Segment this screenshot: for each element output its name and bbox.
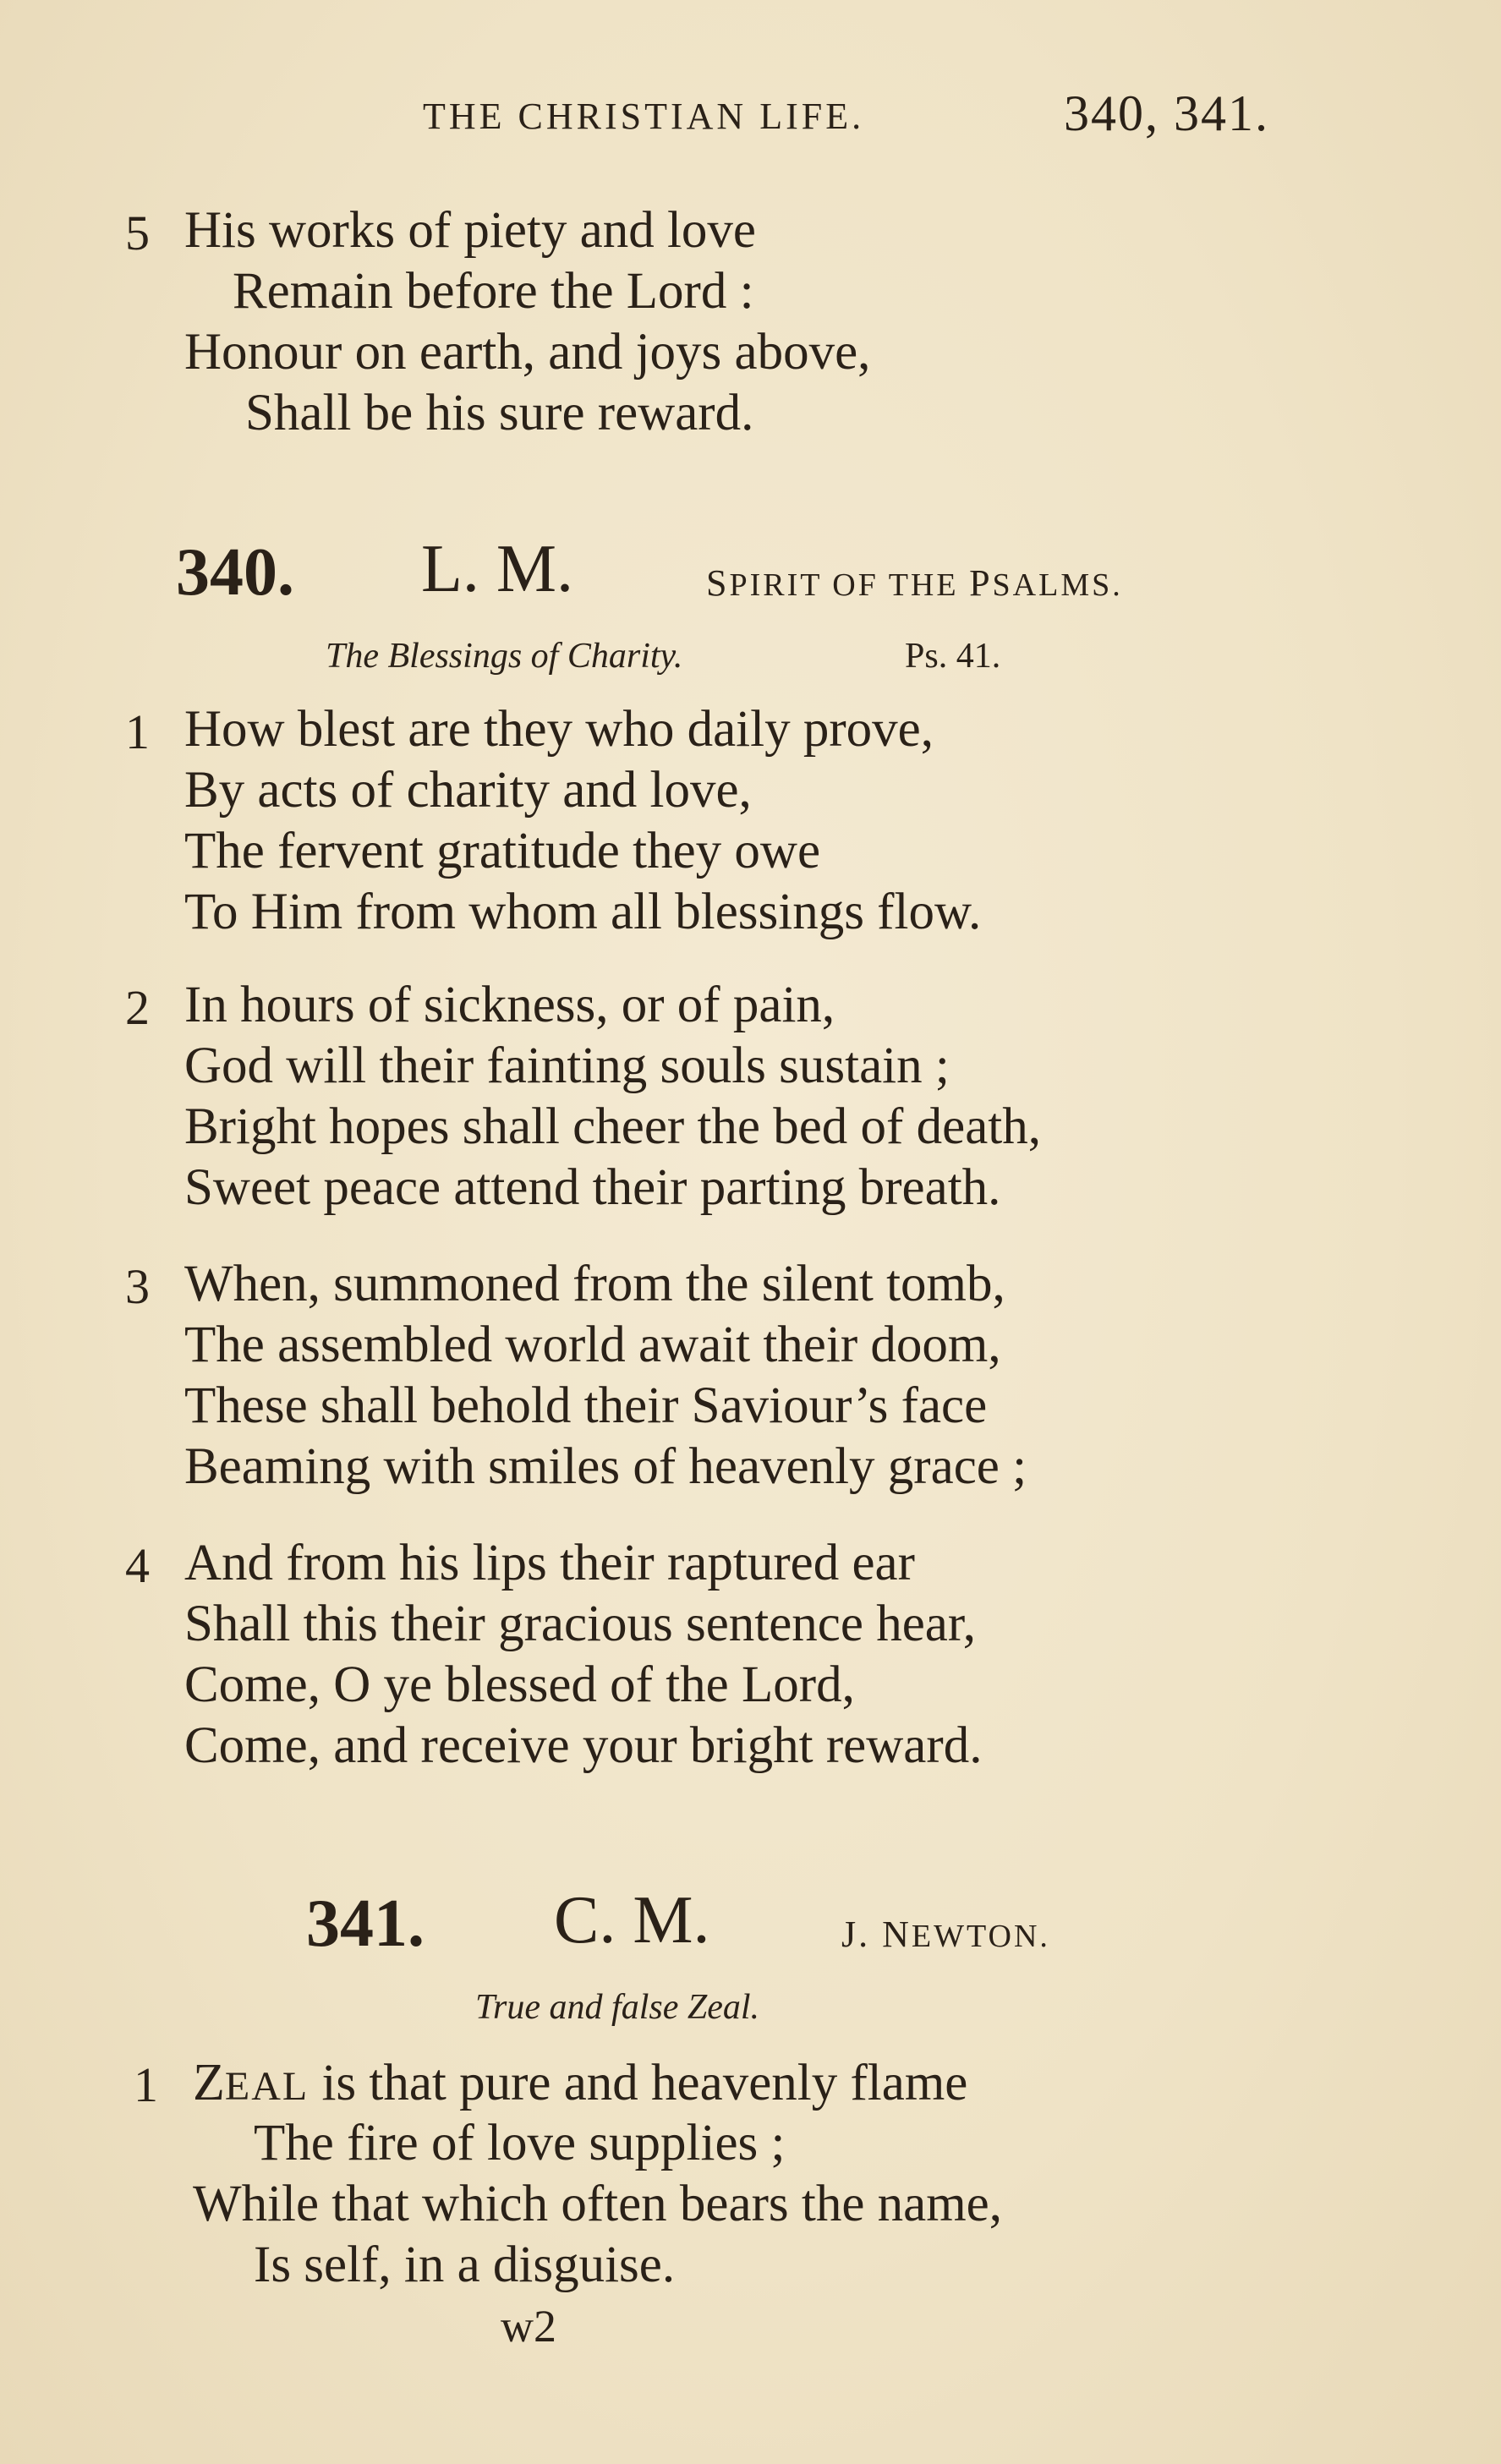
verse-number: 5: [125, 205, 150, 260]
verse-line: His works of piety and love: [184, 202, 756, 259]
hymn-author: J. NEWTON.: [841, 1914, 1050, 1955]
verse-line: While that which often bears the name,: [193, 2176, 1002, 2232]
verse-line: Come, and receive your bright reward.: [184, 1717, 983, 1774]
verse-line: Beaming with smiles of heavenly grace ;: [184, 1438, 1027, 1495]
hymn-subtitle: True and false Zeal.: [475, 1988, 760, 2027]
verse-number: 1: [134, 2057, 158, 2112]
verse-line: When, summoned from the silent tomb,: [184, 1256, 1005, 1312]
verse-line: To Him from whom all blessings flow.: [184, 884, 982, 940]
verse-line: By acts of charity and love,: [184, 762, 752, 819]
verse-line: Remain before the Lord :: [233, 263, 754, 320]
verse-line: ZEAL is that pure and heavenly flame: [193, 2054, 968, 2111]
verse-line: The fire of love supplies ;: [254, 2115, 786, 2171]
hymn-number: 340.: [176, 535, 294, 610]
verse-line: The fervent gratitude they owe: [184, 823, 821, 879]
verse-line: Come, O ye blessed of the Lord,: [184, 1656, 855, 1713]
verse-line: And from his lips their raptured ear: [184, 1535, 915, 1591]
verse-line: Honour on earth, and joys above,: [184, 324, 871, 381]
verse-number: 4: [125, 1538, 150, 1593]
verse-line: These shall behold their Saviour’s face: [184, 1377, 988, 1434]
hymn-subtitle: The Blessings of Charity.: [326, 637, 683, 676]
verse-line: Shall be his sure reward.: [245, 385, 754, 441]
verse-number: 3: [125, 1259, 150, 1314]
hymn-meter: C. M.: [554, 1883, 710, 1958]
verse-line: In hours of sickness, or of pain,: [184, 977, 835, 1033]
running-title: THE CHRISTIAN LIFE.: [423, 96, 865, 137]
verse-line: How blest are they who daily prove,: [184, 701, 934, 758]
scripture-reference: Ps. 41.: [905, 637, 1001, 676]
hymn-number: 341.: [306, 1886, 425, 1961]
verse-line: Shall this their gracious sentence hear,: [184, 1596, 976, 1652]
signature-mark: w2: [501, 2301, 556, 2352]
verse-line: Is self, in a disguise.: [254, 2237, 676, 2293]
hymn-author: SPIRIT OF THE PSALMS.: [706, 562, 1123, 604]
verse-line: God will their fainting souls sustain ;: [184, 1038, 950, 1094]
hymn-meter: L. M.: [421, 532, 573, 606]
verse-line: The assembled world await their doom,: [184, 1317, 1001, 1373]
page-numbers: 340, 341.: [1064, 85, 1269, 141]
verse-line: Bright hopes shall cheer the bed of death,: [184, 1098, 1041, 1155]
verse-line: Sweet peace attend their parting breath.: [184, 1159, 1001, 1216]
verse-number: 1: [125, 704, 150, 759]
verse-number: 2: [125, 980, 150, 1035]
